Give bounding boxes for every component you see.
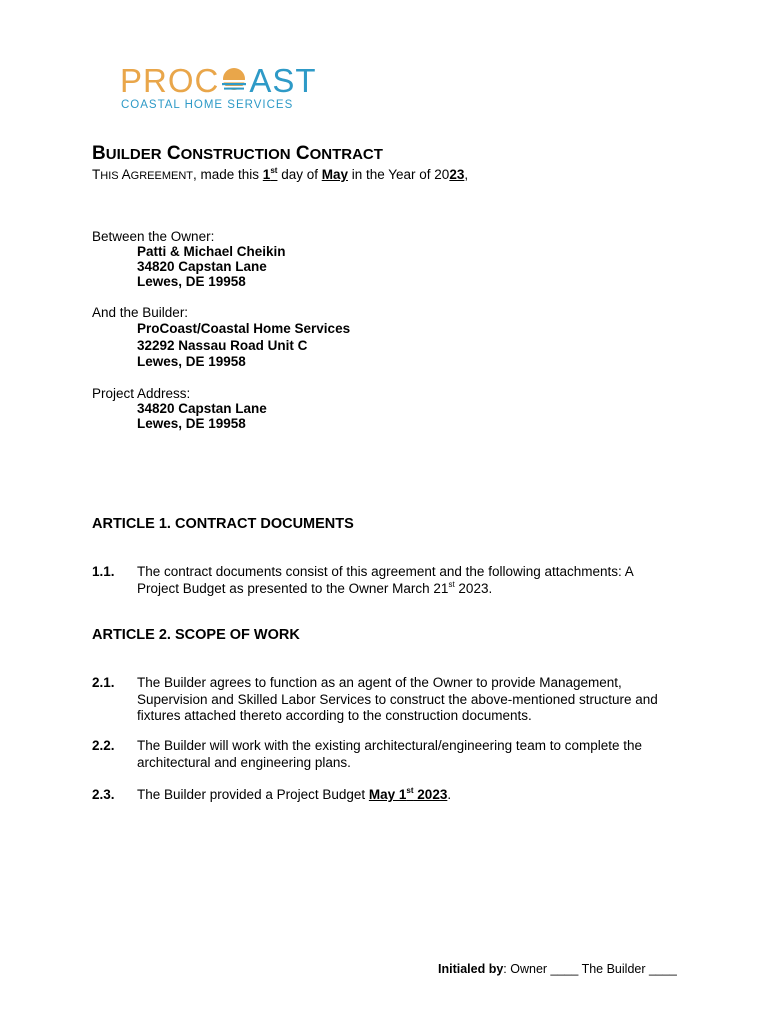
builder-city: Lewes, DE 19958: [137, 354, 246, 369]
project-street: 34820 Capstan Lane: [137, 401, 267, 416]
clause-number: 2.1.: [92, 675, 115, 690]
clause-text: The Builder agrees to function as an agent of the Owner to provide Management, Supervision and Skilled Labor Services to construct the above-mentioned structure and fixtures attached thereto according to the construction documents.: [137, 675, 658, 723]
clause-text: The Builder provided a Project Budget May 1st 2023.: [137, 786, 452, 802]
clause-number: 2.3.: [92, 787, 115, 802]
owner-address: [137, 244, 286, 289]
owner-label: Between the Owner:: [92, 229, 215, 244]
logo-subtitle: COASTAL HOME SERVICES: [121, 99, 294, 111]
logo-word-c: C: [194, 62, 220, 99]
article-2-heading: ARTICLE 2. SCOPE OF WORK: [92, 627, 300, 643]
agreement-day: 1st: [262, 166, 278, 182]
clause-text: The contract documents consist of this agreement and the following attachments: A Project Budget as presented to the Owner March 21st 2023.: [137, 564, 634, 596]
logo-word-pro: PRO: [120, 62, 195, 99]
clause-text: The Builder will work with the existing architectural/engineering team to complete the architectural and engineering plans.: [137, 738, 642, 770]
owner-name: Patti & Michael Cheikin: [137, 244, 286, 259]
agreement-year: 23: [449, 167, 465, 182]
budget-date: May 1st 2023: [368, 786, 448, 802]
logo-word-ast: AST: [249, 62, 317, 99]
project-address: [137, 401, 267, 431]
builder-street: 32292 Nassau Road Unit C: [137, 337, 308, 353]
sunrise-icon: [219, 63, 249, 89]
clause-number: 1.1.: [92, 564, 115, 579]
procoast-logo: [118, 62, 328, 114]
agreement-line: THIS AGREEMENT, made this 1st day of May in the Year of 2023,: [92, 166, 469, 182]
owner-street: 34820 Capstan Lane: [137, 259, 267, 274]
owner-city: Lewes, DE 19958: [137, 274, 246, 289]
builder-label: And the Builder:: [92, 305, 189, 320]
builder-address: [137, 321, 350, 371]
clause-number: 2.2.: [92, 738, 115, 753]
logo-wordmark: [120, 62, 317, 100]
article-1-heading: ARTICLE 1. CONTRACT DOCUMENTS: [92, 516, 354, 532]
project-label: Project Address:: [92, 386, 191, 401]
builder-name: ProCoast/Coastal Home Services: [137, 321, 351, 336]
agreement-month: May: [321, 167, 348, 182]
document-title: BUILDER CONSTRUCTION CONTRACT: [92, 143, 383, 164]
initials-line: Initialed by: Owner ____ The Builder ____: [438, 962, 677, 976]
project-city: Lewes, DE 19958: [137, 416, 246, 431]
